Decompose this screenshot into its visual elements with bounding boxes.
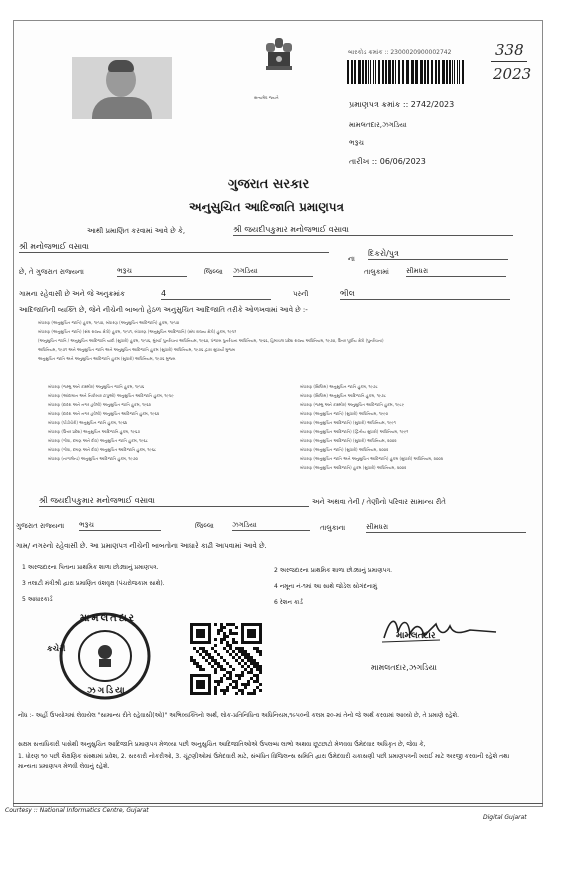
na-label: ના (348, 255, 355, 263)
handwritten-underline (491, 61, 527, 62)
note-benefits-list: 1. ધોરણ ૧૦ પછી શૈક્ષણિક સંસ્થામાં પ્રવેશ, 2. સરકારી નોકરીઓ, 3. ચૂંટણીઓમાં ઉમેદવારી માટે, સંબંધિત વિજિલન્સ સમિતિ દ્વારા ઉમેદવારી ચકાસણી પછી પ્રમાણપત્રની ખરાઈ માટે અરજી કરવાની રહેશે તથા માન્યતા પ્રમાણપત્ર મેળવી લેવાનું રહેશે. (18, 753, 510, 770)
issue-date: તારીખ :: 06/06/2023 (349, 157, 426, 166)
residence-district-label: જિલ્લા (195, 522, 214, 530)
signatory-office: મામલતદાર,ઝગડિયા (371, 663, 437, 672)
residence-family-text: અને અથવા તેની / તેણીનો પરિવાર સામાન્ય રીતે (312, 498, 446, 506)
office-name: મામલતદાર,ઝગડિયા (349, 121, 407, 129)
seal-side-text: કચેરી (47, 644, 66, 653)
barcode (347, 60, 467, 84)
order-line: બંધારણ (ગોવા, દમણ અને દીવ) અનુસુચિત આદિજાતિ હુકમ, ૧૯૬૮ (48, 447, 157, 452)
order-line: બંધારણ (અનુસુચિત જાતિ) હુકમ, ૧૯૫૦, બંધારણ (અનુસુચિત આદિજાતિ) હુકમ, ૧૯૫૦ (38, 320, 180, 325)
serial-number: 4 (161, 289, 271, 300)
residence-taluka-label: તાલુકાના (320, 524, 346, 532)
applicant-photo (72, 57, 172, 119)
order-line: બંધારણ (અનુસુચિત આદિજાતિ) (સુધારો) અધિનિયમ, ૨૦૦૨ (300, 438, 397, 443)
order-line: બંધારણ (અનુસુચિત જાતિ) (સુધારો) અધિનિયમ, ૨૦૦૨ (300, 447, 389, 452)
residence-taluka: ઝગડિયા (232, 521, 310, 531)
certificate-title: અનુસુચિત આદિજાતિ પ્રમાણપત્ર (189, 200, 344, 214)
order-line: (અનુસુચિત જાતિ / અનુસુચિત આદિજાતિ યાદી (સુધારો) હુકમ, ૧૯૫૬, મુંબઈ પુનર્રચના અધિનિયમ, ૧૯૬૦, પંજાબ પુનર્રચના અધિનિયમ, ૧૯૬૬, હિમાચલ પ્રદેશ રાજ્ય અધિનિયમ, ૧૯૭૦, ઉત્તર પૂર્વીય ક્ષેત્રો (પુનર્રચના) (38, 338, 384, 343)
basis-item: 3 તલાટી મંત્રીશ્રી દ્વારા પ્રમાણિત વંશવૃક્ષ (પંચરોજકામ સાથે). (22, 580, 165, 587)
courtesy-text: Courtesy :: National Informatics Centre, Gujarat (5, 807, 149, 814)
order-line: અનુસુચિત જાતિ અને અનુસુચિત આદિજાતિ હુકમ (સુધારો) અધિનિયમ, ૧૯૭૬ મુજબ (38, 356, 176, 361)
body-village: સીમધરા (406, 267, 506, 277)
order-line: બંધારણ (દાદરા અને નગર હવેલી) અનુસુચિત જાતિ હુકમ, ૧૯૬૨ (48, 402, 151, 407)
seal-ring-text: મામલતદાર (80, 613, 136, 624)
tribe-name: ભીલ (340, 289, 510, 300)
schedule-prefix: ગામના રહેવાસી છે અને જે અનુક્રમાંક (19, 290, 125, 298)
relation: દિકરો/પુત્ર (368, 249, 508, 260)
body-district-label: જિલ્લા (204, 268, 223, 276)
handwritten-register-no: 338 (495, 41, 524, 59)
order-line: બંધારણ (ગોવા, દમણ અને દીવ) અનુસુચિત જાતિ હુકમ, ૧૯૬૮ (48, 438, 148, 443)
order-line: બંધારણ (ઉત્તર પ્રદેશ) અનુસુચિત આદિજાતિ હુકમ, ૧૯૬૭ (48, 429, 140, 434)
certificate-number: પ્રમાણપત્ર ક્રમાંક :: 2742/2023 (349, 100, 455, 109)
body-taluka-label: તાલુકામાં (364, 268, 389, 276)
office-district: ભરૂચ (349, 139, 364, 147)
basis-item: 4 નમૂના નં-૧માં આ સાથે જોડેલ સોગંદનામું (274, 583, 378, 590)
recognition-text: આદિજાતિની વ્યક્તિ છે, જેને નીચેની બાબતો હેઠળ અનુસુચિત આદિજાતિ તરીકે ઓળખવામાં આવે છે :- (19, 306, 308, 314)
digital-gujarat-brand: Digital Gujarat (483, 814, 527, 821)
residence-prefix: છે, તે ગુજરાત રાજ્યના (19, 268, 84, 276)
residence-name: શ્રી જયદીપકુમાર મનોજભાઈ વસાવા (39, 496, 309, 507)
seal-center-text: ઝગડિયા (87, 686, 127, 696)
handwritten-year: 2023 (493, 65, 532, 83)
order-line: બંધારણ (દાદરા અને નગર હવેલી) અનુસુચિત આદિજાતિ હુકમ, ૧૯૬૨ (48, 411, 160, 416)
order-line: બંધારણ (સિક્કિમ) અનુસુચિત જાતિ હુકમ, ૧૯૭૮ (300, 384, 378, 389)
basis-item: 2 અરજદારના પ્રાથમિક શાળા છોડ્યાનું પ્રમાણપત્ર. (274, 567, 393, 574)
order-line: બંધારણ (જમ્મુ અને કાશ્મીર) અનુસુચિત આદિજાતિ હુકમ, ૧૯૮૯ (300, 402, 405, 407)
order-line: અધિનિયમ, ૧૯૭૧ અને અનુસુચિત જાતિ અને અનુસુચિત આદિજાતિ હુકમ (સુધારો) અધિનિયમ, ૧૯૭૬ દ્વારા સુધાર્યા મુજબ (38, 347, 236, 352)
order-line: બંધારણ (પોંડીચેરી) અનુસુચિત જાતિ હુકમ, ૧૯૬૪ (48, 420, 128, 425)
order-line: બંધારણ (અનુસુચિત આદિજાતિ) (દ્વિતીય સુધારો) અધિનિયમ, ૧૯૯૧ (300, 429, 409, 434)
order-line: બંધારણ (અનુસુચિત જાતિ અને અનુસુચિત આદિજાતિ) હુકમ (સુધારો) અધિનિયમ, ૨૦૦૨ (300, 456, 444, 461)
basis-item: 1 અરજદારના પિતાના પ્રાથમિક શાળા છોડ્યાનું પ્રમાણપત્ર. (22, 564, 159, 571)
residence-state: ગુજરાત રાજ્યના (16, 522, 65, 530)
residence-village: સીમધરા (366, 523, 526, 533)
emblem-caption: સત્યમેવ જયતે (254, 95, 279, 100)
note-benefits: સક્ષમ સત્તાધિકારી પાસેથી અનુસુચિત આદિજાતિ પ્રમાણપત્ર મેળવ્યા પછી અનુસુચિત આદિજાતિઓએ ઉપલબ્ધ લાભો અથવા છૂટછાટો મેળવવા ઉમેદવાર અધિકૃત છે, જેવા કે, (18, 741, 426, 748)
order-line: બંધારણ (અનુસુચિત જાતિ) (સુધારો) અધિનિયમ, ૧૯૯૦ (300, 411, 389, 416)
residence-district: ભરૂચ (79, 521, 161, 531)
government-title: ગુજરાત સરકાર (228, 177, 310, 192)
certify-text: આથી પ્રમાણિત કરવામાં આવે છે કે, (87, 227, 186, 235)
body-district: ભરૂચ (117, 267, 187, 277)
order-line: બંધારણ (આંદામાન અને નિકોબાર ટાપુઓ) અનુસુચિત આદિજાતિ હુકમ, ૧૯૫૯ (48, 393, 174, 398)
order-line: બંધારણ (નાગાલેન્ડ) અનુસુચિત આદિજાતિ હુકમ, ૧૯૭૦ (48, 456, 138, 461)
basis-item: 5 આધારકાર્ડ (22, 596, 53, 603)
note-usual-resident: નોંધ :- અહીં ઉપયોગમાં લેવાયેલ "સામાન્ય રીતે રહેવાસી(ઓ)" અભિવ્યક્તિનો અર્થ, લોક-પ્રતિનિધિત્વ અધિનિયમ,૧૯૫૦ની કલમ ૨૦-માં તેનો જે અર્થ કરવામાં આવ્યો છે, તે પ્રમાણે રહેશે. (18, 712, 460, 719)
footer-separator (13, 803, 543, 804)
order-line: બંધારણ (અનુસુચિત જાતિ) (સંઘ રાજ્ય ક્ષેત્રો) હુકમ, ૧૯૫૧, બંધારણ (અનુસુચિત આદિજાતિ) (સંઘ રાજ્ય ક્ષેત્રો) હુકમ, ૧૯૫૧ (38, 329, 237, 334)
father-name: શ્રી મનોજભાઈ વસાવા (19, 242, 329, 253)
barcode-number: બારકોડ ક્રમાંક :: 2300020900002742 (348, 49, 452, 56)
issued-text: ગામ/ નગરનો રહેવાસી છે. આ પ્રમાણપત્ર નીચેની બાબતોના આધારે કાઢી આપવામાં આવે છે. (16, 542, 267, 550)
order-line: બંધારણ (અનુસુચિત આદિજાતિ) (સુધારો) અધિનિયમ, ૧૯૯૧ (300, 420, 396, 425)
tribe-label: પરની (293, 290, 309, 298)
qr-code (190, 623, 262, 695)
signatory-designation: મામલતદાર (396, 631, 436, 641)
body-taluka: ઝગડિયા (233, 267, 313, 277)
order-line: બંધારણ (સિક્કિમ) અનુસુચિત આદિજાતિ હુકમ, ૧૯૭૮ (300, 393, 387, 398)
order-line: બંધારણ (અનુસુચિત આદિજાતિ) હુકમ (સુધારો) અધિનિયમ, ૨૦૦૨ (300, 465, 407, 470)
applicant-name: શ્રી જયદીપકુમાર મનોજભાઈ વસાવા (233, 225, 513, 236)
basis-item: 6 રેશન કાર્ડ (274, 599, 303, 606)
order-line: બંધારણ (જમ્મુ અને કાશ્મીર) અનુસુચિત જાતિ હુકમ, ૧૯૫૬ (48, 384, 145, 389)
national-emblem (258, 34, 300, 84)
